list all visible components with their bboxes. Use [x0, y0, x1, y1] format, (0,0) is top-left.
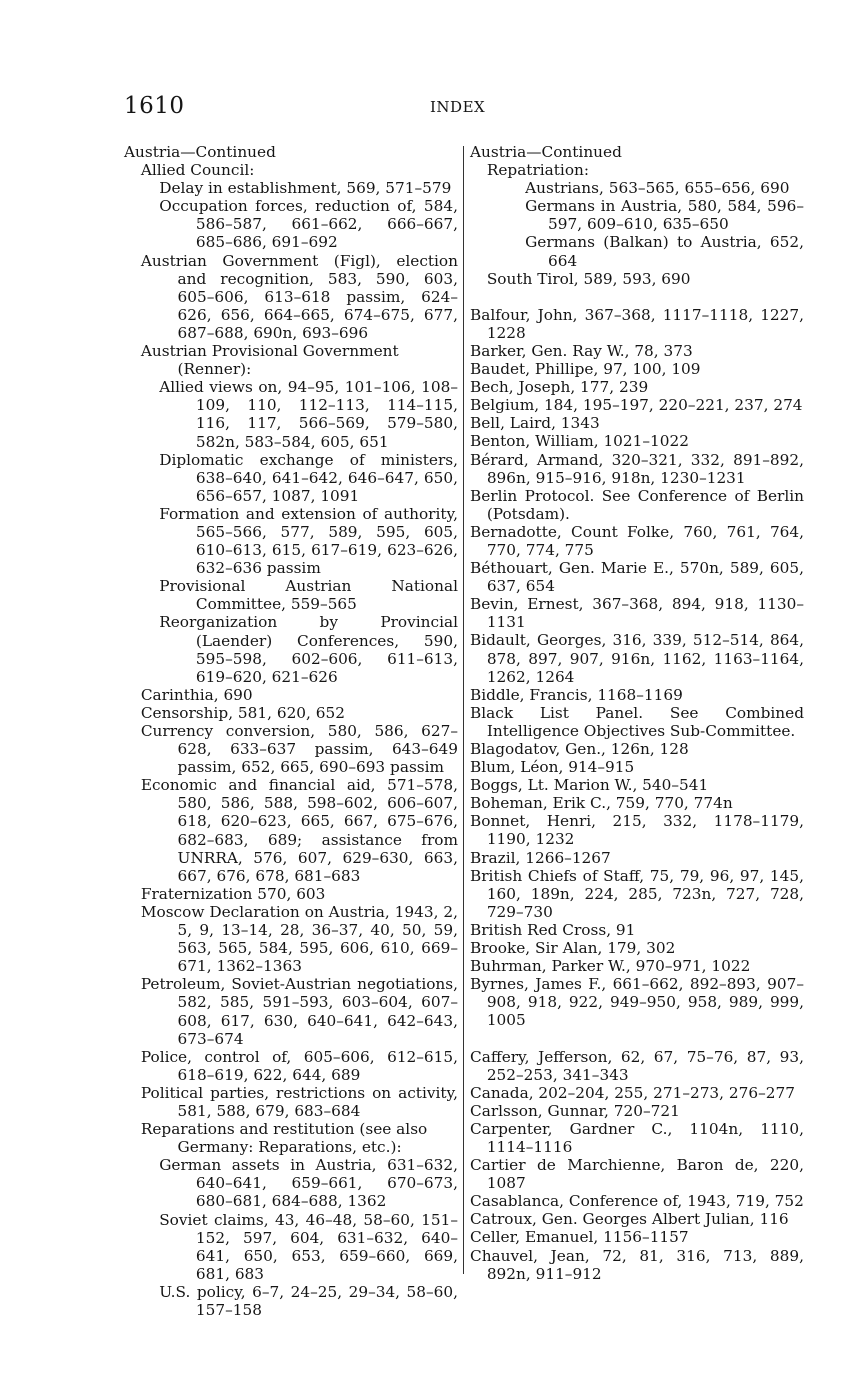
index-subentry: Austrian Government (Figl), election and recognition, 583, 590, 603, 605–606, 613–618 passim, 624–626, 656, 664–665, 674–675, 677, 687–688, 690n, 693–696 [140, 251, 458, 342]
index-entry: Béthouart, Gen. Marie E., 570n, 589, 605, 637, 654 [470, 559, 804, 596]
index-subentry: Formation and extension of authority, 565–566, 577, 589, 595, 605, 610–613, 615, 617–619, 623–626, 632–636 passim [159, 504, 458, 578]
index-entry: Boheman, Erik C., 759, 770, 774n [470, 794, 733, 813]
index-entry: Balfour, John, 367–368, 1117–1118, 1227, 1228 [470, 305, 804, 342]
index-entry: British Chiefs of Staff, 75, 79, 96, 97, 145, 160, 189n, 224, 285, 723n, 727, 728, 729–730 [470, 866, 804, 921]
index-entry: Boggs, Lt. Marion W., 540–541 [470, 776, 709, 795]
index-subentry: U.S. policy, 6–7, 24–25, 29–34, 58–60, 157–158 [159, 1282, 458, 1319]
column-divider [463, 146, 464, 1274]
index-subentry: South Tirol, 589, 593, 690 [486, 269, 691, 288]
section-gap [470, 288, 804, 306]
index-entry: Brazil, 1266–1267 [470, 848, 611, 867]
index-subentry: Police, control of, 605–606, 612–615, 618–619, 622, 644, 689 [140, 1047, 458, 1084]
index-entry: Carlsson, Gunnar, 720–721 [470, 1101, 680, 1120]
index-entry: Celler, Emanuel, 1156–1157 [470, 1228, 689, 1247]
index-entry: Carpenter, Gardner C., 1104n, 1110, 1114–1116 [470, 1119, 804, 1156]
index-subentry: Delay in establishment, 569, 571–579 [159, 179, 452, 198]
index-entry: Bell, Laird, 1343 [470, 414, 600, 433]
index-subentry: Reparations and restitution (see also Germany: Reparations, etc.): [140, 1120, 428, 1157]
index-subentry: Provisional Austrian National Committee, 559–565 [159, 577, 458, 614]
index-entry: Black List Panel. See Combined Intelligence Objectives Sub-Committee. [470, 703, 804, 740]
index-entry: Austria—Continued [124, 143, 276, 161]
index-subentry: Carinthia, 690 [140, 685, 253, 704]
index-subentry: Political parties, restrictions on activity, 581, 588, 679, 683–684 [140, 1083, 458, 1120]
index-entry: Belgium, 184, 195–197, 220–221, 237, 274 [470, 396, 803, 415]
index-column-right [470, 143, 804, 1283]
index-entry: Blagodatov, Gen., 126n, 128 [470, 740, 689, 758]
index-subentry: Occupation forces, reduction of, 584, 586–587, 661–662, 666–667, 685–686, 691–692 [159, 197, 458, 252]
index-entry: Blum, Léon, 914–915 [470, 758, 635, 777]
index-subentry: Reorganization by Provincial (Laender) Conferences, 590, 595–598, 602–606, 611–613, 619–620, 621–626 [159, 613, 458, 686]
index-subentry: Allied views on, 94–95, 101–106, 108–109, 110, 112–113, 114–115, 116, 117, 566–569, 579–580, 582n, 583–584, 605, 651 [159, 378, 458, 451]
index-subentry: Economic and financial aid, 571–578, 580, 586, 588, 598–602, 606–607, 618, 620–623, 665, 667, 675–676, 682–683, 689; assistance from UNRRA, 576, 607, 629–630, 663, 667, 676, 678, 681–683 [140, 776, 458, 885]
index-entry: Biddle, Francis, 1168–1169 [470, 685, 683, 704]
index-entry: Buhrman, Parker W., 970–971, 1022 [470, 957, 751, 976]
section-gap [470, 1030, 804, 1048]
index-entry: Bernadotte, Count Folke, 760, 761, 764, 770, 774, 775 [470, 522, 804, 559]
index-subentry: Soviet claims, 43, 46–48, 58–60, 151–152, 597, 604, 631–632, 640–641, 650, 653, 659–660, 669, 681, 683 [159, 1210, 458, 1283]
index-entry: Bech, Joseph, 177, 239 [470, 378, 649, 397]
index-subentry: Currency conversion, 580, 586, 627–628, 633–637 passim, 643–649 passim, 652, 665, 690–693 passim [140, 722, 458, 777]
running-head: INDEX [430, 98, 486, 116]
index-entry: Bérard, Armand, 320–321, 332, 891–892, 896n, 915–916, 918n, 1230–1231 [470, 450, 804, 487]
index-subentry: German assets in Austria, 631–632, 640–641, 659–661, 670–673, 680–681, 684–688, 1362 [159, 1156, 458, 1211]
index-entry: Casablanca, Conference of, 1943, 719, 752 [470, 1192, 804, 1211]
index-entry: Cartier de Marchienne, Baron de, 220, 1087 [470, 1156, 804, 1193]
index-entry: Berlin Protocol. See Conference of Berlin (Potsdam). [470, 486, 804, 523]
page-number: 1610 [124, 93, 185, 119]
index-entry: Brooke, Sir Alan, 179, 302 [470, 939, 676, 958]
index-entry: Barker, Gen. Ray W., 78, 373 [470, 341, 693, 360]
index-subentry: Censorship, 581, 620, 652 [140, 703, 345, 722]
index-entry: Baudet, Phillipe, 97, 100, 109 [470, 360, 701, 379]
index-entry: Benton, William, 1021–1022 [470, 432, 689, 451]
index-entry: Austria—Continued [470, 143, 622, 161]
index-subentry: Allied Council: [140, 161, 255, 180]
page-header [124, 93, 804, 121]
index-entry: Bonnet, Henri, 215, 332, 1178–1179, 1190, 1232 [470, 812, 804, 849]
index-entry: Caffery, Jefferson, 62, 67, 75–76, 87, 93, 252–253, 341–343 [470, 1047, 804, 1084]
index-subentry: Repatriation: [486, 161, 590, 180]
index-entry: Byrnes, James F., 661–662, 892–893, 907–908, 918, 922, 949–950, 958, 989, 999, 1005 [470, 975, 804, 1030]
index-subentry: Austrians, 563–565, 655–656, 690 [525, 179, 790, 198]
index-subentry: Germans in Austria, 580, 584, 596–597, 609–610, 635–650 [525, 197, 804, 234]
index-subentry: Germans (Balkan) to Austria, 652, 664 [525, 233, 804, 270]
index-subentry: Diplomatic exchange of ministers, 638–640, 641–642, 646–647, 650, 656–657, 1087, 1091 [159, 450, 458, 505]
index-subentry: Fraternization 570, 603 [140, 884, 326, 903]
index-subentry: Austrian Provisional Government (Renner): [140, 342, 399, 379]
index-entry: Bevin, Ernest, 367–368, 894, 918, 1130–1131 [470, 595, 804, 632]
index-entry: Catroux, Gen. Georges Albert Julian, 116 [470, 1210, 789, 1229]
index-column-left [124, 143, 458, 1319]
index-subentry: Petroleum, Soviet-Austrian negotiations, 582, 585, 591–593, 603–604, 607–608, 617, 630, 640–641, 642–643, 673–674 [140, 975, 458, 1048]
index-entry: Chauvel, Jean, 72, 81, 316, 713, 889, 892n, 911–912 [470, 1246, 804, 1283]
index-entry: Canada, 202–204, 255, 271–273, 276–277 [470, 1083, 795, 1102]
index-entry: Bidault, Georges, 316, 339, 512–514, 864, 878, 897, 907, 916n, 1162, 1163–1164, 1262, 1264 [470, 631, 804, 686]
index-entry: British Red Cross, 91 [470, 920, 636, 939]
index-subentry: Moscow Declaration on Austria, 1943, 2, 5, 9, 13–14, 28, 36–37, 40, 50, 59, 563, 565, 584, 595, 606, 610, 669–671, 1362–1363 [140, 902, 458, 976]
